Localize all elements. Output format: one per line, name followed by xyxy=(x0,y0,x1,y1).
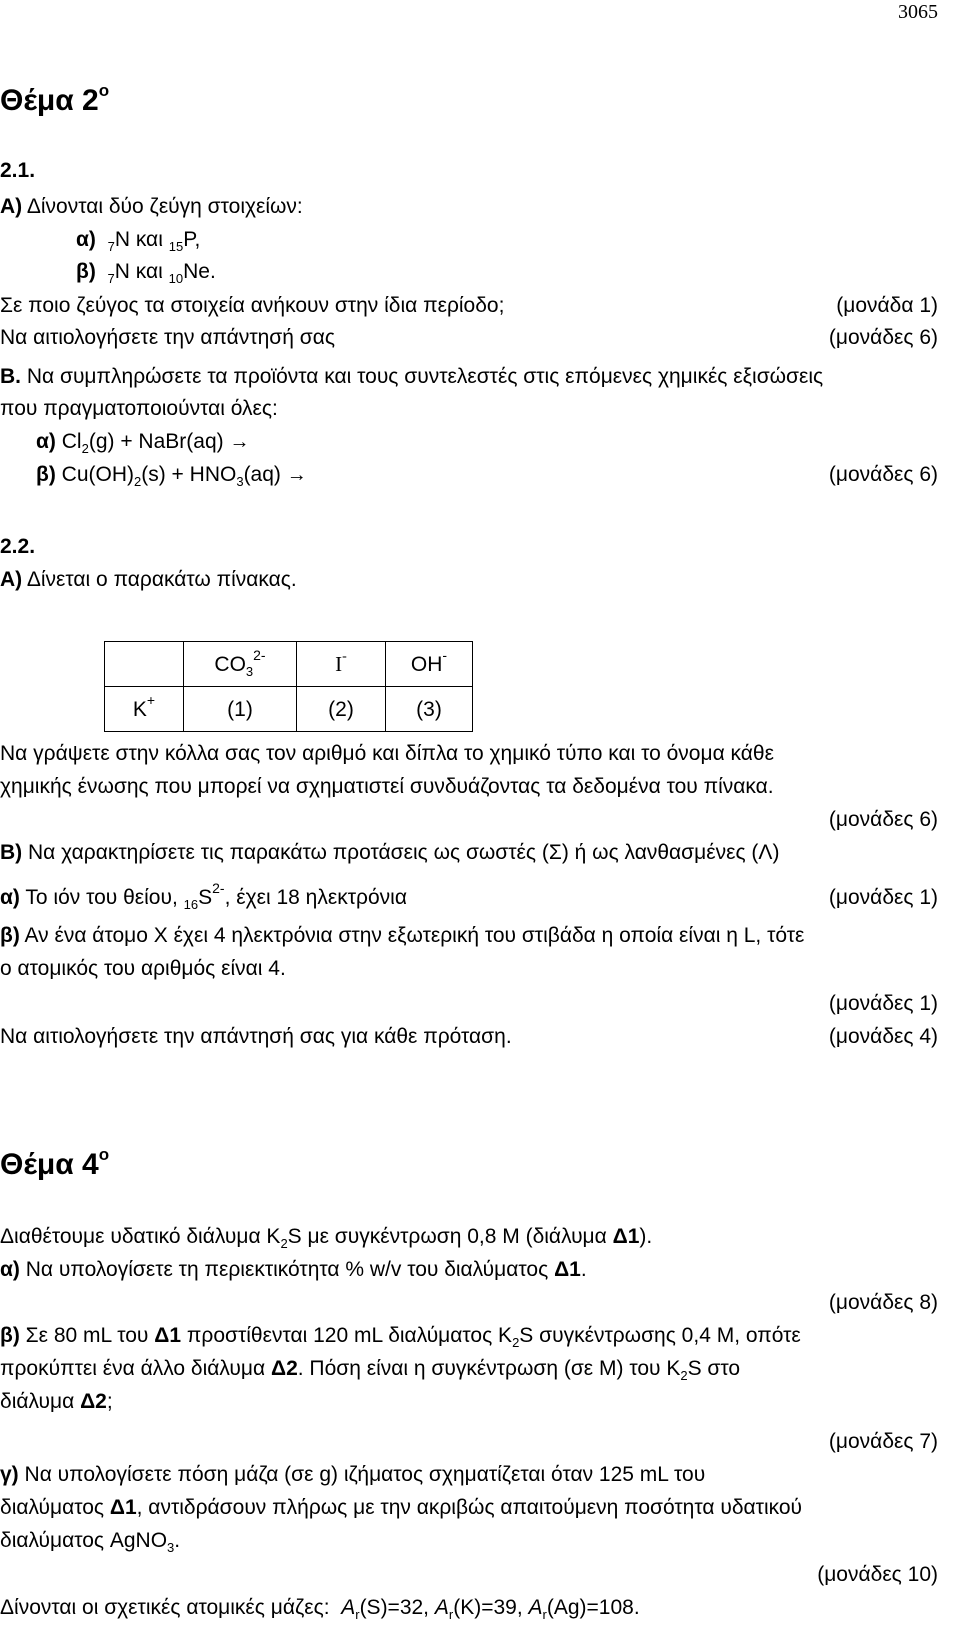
ions-table xyxy=(104,641,473,732)
q21-B-line2: που πραγματοποιούνται όλες: xyxy=(0,397,278,420)
q22-justify: Να αιτιολογήσετε την απάντησή σας για κάθε πρόταση. xyxy=(0,1025,512,1048)
atomic-masses: Δίνονται οι σχετικές ατομικές μάζες: $A_r(S)=32$, $A_r(K)=39$, $A_r(Ag)=108$. xyxy=(0,1596,640,1622)
topic4-c-line1: γ) Να υπολογίσετε πόση μάζα (σε g) ιζήματος σχηματίζεται όταν 125 mL του xyxy=(0,1463,706,1486)
statement-b-points: (μονάδες 1) xyxy=(828,992,938,1015)
topic4-c-line3: διαλύματος AgNO$_3$. xyxy=(0,1529,181,1555)
topic2-title: Θέμα $2^o$ xyxy=(0,81,110,117)
statement-a: α) Το ιόν του θείου, $_{16}S^{2-}$, έχει 18 ηλεκτρόνια xyxy=(0,880,407,912)
topic4-title: Θέμα $4^o$ xyxy=(0,1145,110,1181)
q22-justify-points: (μονάδες 4) xyxy=(828,1025,938,1048)
topic4-b-line1: β) Σε 80 mL του Δ1 προστίθενται 120 mL διαλύματος $K_2S$ συγκέντρωσης 0,4 M, οπότε xyxy=(0,1324,801,1350)
q22-A-line: Α) Δίνεται ο παρακάτω πίνακας. xyxy=(0,568,297,591)
equation-b: β) $Cu(OH)_2(s) + HNO_3(aq)$ → xyxy=(36,463,307,489)
statement-a-points: (μονάδες 1) xyxy=(828,886,938,909)
table-cell-1: (1) xyxy=(184,687,297,732)
pair-a: α) $_7$N και $_{15}$P, xyxy=(76,228,201,254)
q22-A-points: (μονάδες 6) xyxy=(828,808,938,831)
topic4-b-line3: διάλυμα Δ2; xyxy=(0,1390,113,1413)
q22-A-instr2: χημικής ένωσης που μπορεί να σχηματιστεί συνδυάζοντας τα δεδομένα του πίνακα. xyxy=(0,775,774,798)
q21-A-line: Α) Δίνονται δύο ζεύγη στοιχείων: xyxy=(0,195,303,218)
q21-B-points: (μονάδες 6) xyxy=(828,463,938,486)
table-corner-cell xyxy=(105,642,184,687)
topic4-b-points: (μονάδες 7) xyxy=(828,1430,938,1453)
page-number: 3065 xyxy=(898,1,938,23)
q21-label: 2.1. xyxy=(0,159,36,182)
reaction-arrow-icon: → xyxy=(229,431,250,453)
equation-a: α) $Cl_2(g)$ + NaBr(aq) → xyxy=(36,430,250,456)
table-cell-3: (3) xyxy=(386,687,473,732)
q22-B-line: Β) Να χαρακτηρίσετε τις παρακάτω προτάσεις ως σωστές (Σ) ή ως λανθασμένες (Λ) xyxy=(0,841,780,864)
statement-b-line2: ο ατομικός του αριθμός είναι 4. xyxy=(0,957,286,980)
q22-A-instr1: Να γράψετε στην κόλλα σας τον αριθμό και δίπλα το χημικό τύπο και το όνομα κάθε xyxy=(0,742,774,765)
topic4-a: α) Να υπολογίσετε τη περιεκτικότητα % w/v του διαλύματος Δ1. xyxy=(0,1258,587,1281)
topic4-intro: Διαθέτουμε υδατικό διάλυμα $K_2S$ με συγκέντρωση 0,8 M (διάλυμα Δ1). xyxy=(0,1225,653,1251)
q21-question-points: (μονάδα 1) xyxy=(836,294,938,317)
reaction-arrow-icon: → xyxy=(286,464,307,486)
statement-b-line1: β) Αν ένα άτομο X έχει 4 ηλεκτρόνια στην εξωτερική του στιβάδα η οποία είναι η L, τότε xyxy=(0,924,805,947)
q22-label: 2.2. xyxy=(0,535,36,558)
topic4-b-line2: προκύπτει ένα άλλο διάλυμα Δ2. Πόση είναι η συγκέντρωση (σε M) του $K_2S$ στο xyxy=(0,1357,741,1383)
q21-justify: Να αιτιολογήσετε την απάντησή σας xyxy=(0,326,335,349)
table-cell-2: (2) xyxy=(297,687,386,732)
table-header-hydroxide: OH- xyxy=(386,642,473,687)
table-header-iodide: I- xyxy=(297,642,386,687)
table-header-carbonate: $CO_3^{2-}$ xyxy=(184,642,297,687)
q21-justify-points: (μονάδες 6) xyxy=(828,326,938,349)
topic4-c-line2: διαλύματος Δ1, αντιδράσουν πλήρως με την ακριβώς απαιτούμενη ποσότητα υδατικού xyxy=(0,1496,803,1519)
topic4-a-points: (μονάδες 8) xyxy=(828,1291,938,1314)
pair-b: β) $_7$N και $_{10}$Ne. xyxy=(76,260,216,286)
q21-B-line1: Β. Να συμπληρώσετε τα προϊόντα και τους συντελεστές στις επόμενες χημικές εξισώσεις xyxy=(0,365,824,388)
topic4-c-points: (μονάδες 10) xyxy=(817,1563,938,1586)
table-row-header-potassium: K+ xyxy=(105,687,184,732)
q21-question: Σε ποιο ζεύγος τα στοιχεία ανήκουν στην ίδια περίοδο; xyxy=(0,294,505,317)
